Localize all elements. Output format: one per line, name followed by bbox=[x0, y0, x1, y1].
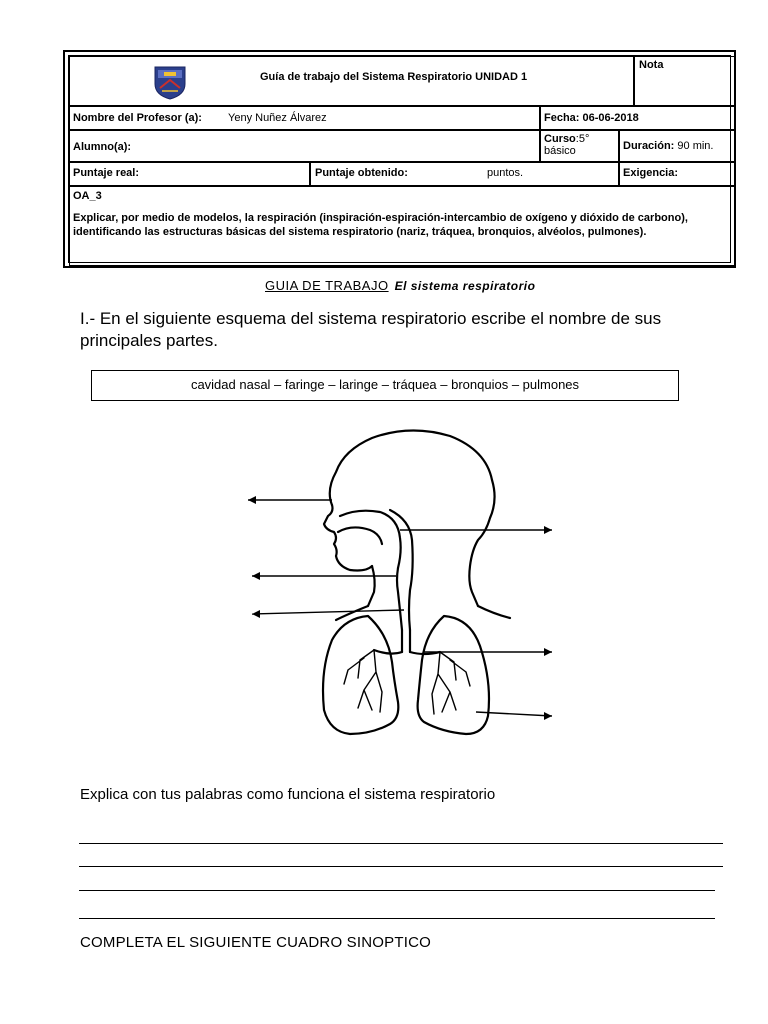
arrowhead-lungs bbox=[544, 712, 552, 720]
neck-front bbox=[368, 566, 375, 606]
header-inner bbox=[68, 55, 731, 263]
heading-main: GUIA DE TRABAJO bbox=[265, 278, 389, 293]
header-table bbox=[63, 50, 736, 268]
guide-title: Guía de trabajo del Sistema Respiratorio UNIDAD 1 bbox=[260, 71, 528, 83]
duracion-value: 90 min. bbox=[677, 140, 714, 152]
face-profile bbox=[324, 505, 372, 571]
explain-prompt: Explica con tus palabras como funciona el sistema respiratorio bbox=[80, 786, 496, 803]
exigencia-cell bbox=[619, 162, 735, 186]
arrowhead-trachea bbox=[252, 610, 260, 618]
word-bank: cavidad nasal – faringe – laringe – tráquea – bronquios – pulmones bbox=[91, 370, 679, 401]
shoulder-right bbox=[478, 606, 510, 618]
pharynx bbox=[397, 568, 402, 630]
profesor-cell bbox=[69, 106, 540, 130]
profesor-value: Yeny Nuñez Álvarez bbox=[228, 112, 327, 124]
lung-right bbox=[418, 616, 489, 734]
arrow-trachea bbox=[252, 610, 404, 614]
respiratory-system-diagram bbox=[240, 420, 570, 770]
curso-value-2: básico bbox=[544, 145, 576, 157]
puntaje-obtenido-label: Puntaje obtenido: bbox=[315, 167, 408, 179]
shoulder-left bbox=[336, 606, 368, 620]
duracion-label: Duración: bbox=[623, 140, 675, 152]
pharynx-back bbox=[390, 510, 413, 630]
oa-cell bbox=[69, 186, 735, 266]
arrowhead-bronchi bbox=[544, 648, 552, 656]
curso-value: :5° bbox=[575, 133, 590, 145]
school-crest-icon bbox=[152, 64, 188, 100]
bronchial-tree-left bbox=[344, 650, 382, 712]
arrowhead-pharynx bbox=[544, 526, 552, 534]
heading-italic: El sistema respiratorio bbox=[394, 279, 536, 293]
puntaje-real-cell bbox=[69, 162, 310, 186]
mouth bbox=[338, 527, 382, 544]
question-1: I.- En el siguiente esquema del sistema respiratorio escribe el nombre de sus principales partes. bbox=[80, 309, 662, 350]
title-cell bbox=[69, 56, 634, 106]
curso-cell bbox=[540, 130, 619, 162]
nota-label: Nota bbox=[639, 59, 664, 71]
fecha-cell bbox=[540, 106, 735, 130]
fecha-label: Fecha: 06-06-2018 bbox=[544, 112, 639, 124]
answer-line-4[interactable] bbox=[79, 918, 715, 919]
lung-left bbox=[323, 616, 398, 734]
puntaje-real-label: Puntaje real: bbox=[73, 167, 140, 179]
bronchus-left bbox=[374, 650, 402, 654]
completa-heading: COMPLETA EL SIGUIENTE CUADRO SINOPTICO bbox=[80, 934, 431, 951]
answer-line-3[interactable] bbox=[79, 890, 715, 891]
worksheet-heading bbox=[265, 278, 535, 293]
puntaje-obtenido-cell bbox=[310, 162, 619, 186]
nota-cell bbox=[634, 56, 735, 106]
exigencia-label: Exigencia: bbox=[623, 167, 679, 179]
profesor-label: Nombre del Profesor (a): bbox=[73, 112, 202, 124]
curso-label: Curso bbox=[544, 133, 576, 145]
alumno-cell bbox=[69, 130, 540, 162]
oa-description: Explicar, por medio de modelos, la respiración (inspiración-espiración-intercambio de oxígeno y dióxido de carbono), identificando las estructuras básicas del sistema respiratorio (nariz, tráquea, bronquios, alvéolos, pulmones). bbox=[73, 212, 688, 238]
answer-line-2[interactable] bbox=[79, 866, 723, 867]
arrowhead-nasal bbox=[248, 496, 256, 504]
nasal-cavity bbox=[340, 511, 401, 568]
answer-line-1[interactable] bbox=[79, 843, 723, 844]
puntos-text: puntos. bbox=[487, 167, 524, 179]
alumno-label: Alumno(a): bbox=[73, 141, 132, 153]
oa-code: OA_3 bbox=[73, 190, 102, 202]
arrowhead-larynx bbox=[252, 572, 260, 580]
duracion-cell bbox=[619, 130, 735, 162]
bronchial-tree-right bbox=[432, 652, 470, 714]
